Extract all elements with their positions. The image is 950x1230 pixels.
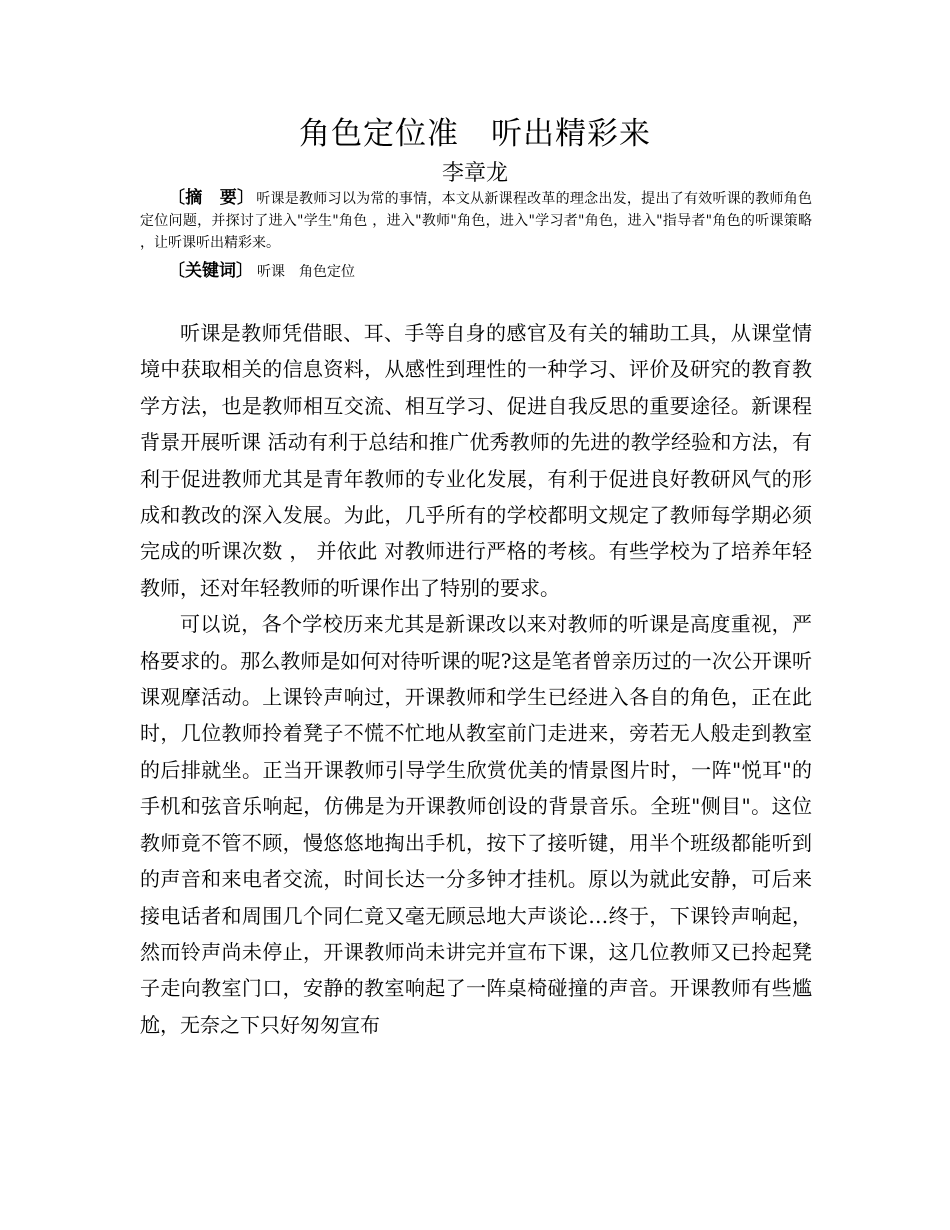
keywords-label: 〔关键词〕 [168,261,253,281]
abstract-section [140,187,812,254]
keywords-section [140,259,812,284]
abstract-text: 听课是教师习以为常的事情，本文从新课程改革的理念出发，提出了有效听课的教师角色定位问题，并探讨了进入"学生"角色 ，进入"教师"角色，进入"学习者"角色，进入"指导者"角色的听课策略 ，让听课听出精彩来。 [140,191,812,251]
document-title: 角色定位准 听出精彩来 [299,116,651,152]
paragraph: 可以说，各个学校历来尤其是新课改以来对教师的听课是高度重视，严格要求的。那么教师是如何对待听课的呢?这是笔者曾亲历过的一次公开课听课观摩活动。上课铃声响过，开课教师和学生已经进入各自的角色，正在此时，几位教师拎着凳子不慌不忙地从教室前门走进来，旁若无人般走到教室的后排就坐。正当开课教师引导学生欣赏优美的情景图片时，一阵"悦耳"的手机和弦音乐响起，仿佛是为开课教师创设的背景音乐。全班"侧目"。这位教师竟不管不顾，慢悠悠地掏出手机，按下了接听键，用半个班级都能听到的声音和来电者交流，时间长达一分多钟才挂机。原以为就此安静，可后来接电话者和周围几个同仁竟又毫无顾忌地大声谈论…终于，下课铃声响起，然而铃声尚未停止，开课教师尚未讲完并宣布下课，这几位教师又已拎起凳子走向教室门口，安静的教室响起了一阵桌椅碰撞的声音。开课教师有些尴尬，无奈之下只好匆匆宣布 [140,612,812,1037]
author-name: 李章龙 [441,161,508,186]
keywords-text: 听课 角色定位 [257,264,355,280]
body-text [140,315,812,1043]
abstract-label: 〔摘 要〕 [168,188,255,208]
paragraph: 听课是教师凭借眼、耳、手等自身的感官及有关的辅助工具，从课堂情境中获取相关的信息资料，从感性到理性的一种学习、评价及研究的教育教学方法，也是教师相互交流、相互学习、促进自我反思的重要途径。新课程背景开展听课 活动有利于总结和推广优秀教师的先进的教学经验和方法，有利于促进教师尤其是青年教师的专业化发展，有利于促进良好教研风气的形成和教改的深入发展。为此，几乎所有的学校都明文规定了教师每学期必须完成的听课次数 ， 并依此 对教师进行严格的考核。有些学校为了培养年轻教师，还对年轻教师的听课作出了特别的要求。 [140,321,812,600]
